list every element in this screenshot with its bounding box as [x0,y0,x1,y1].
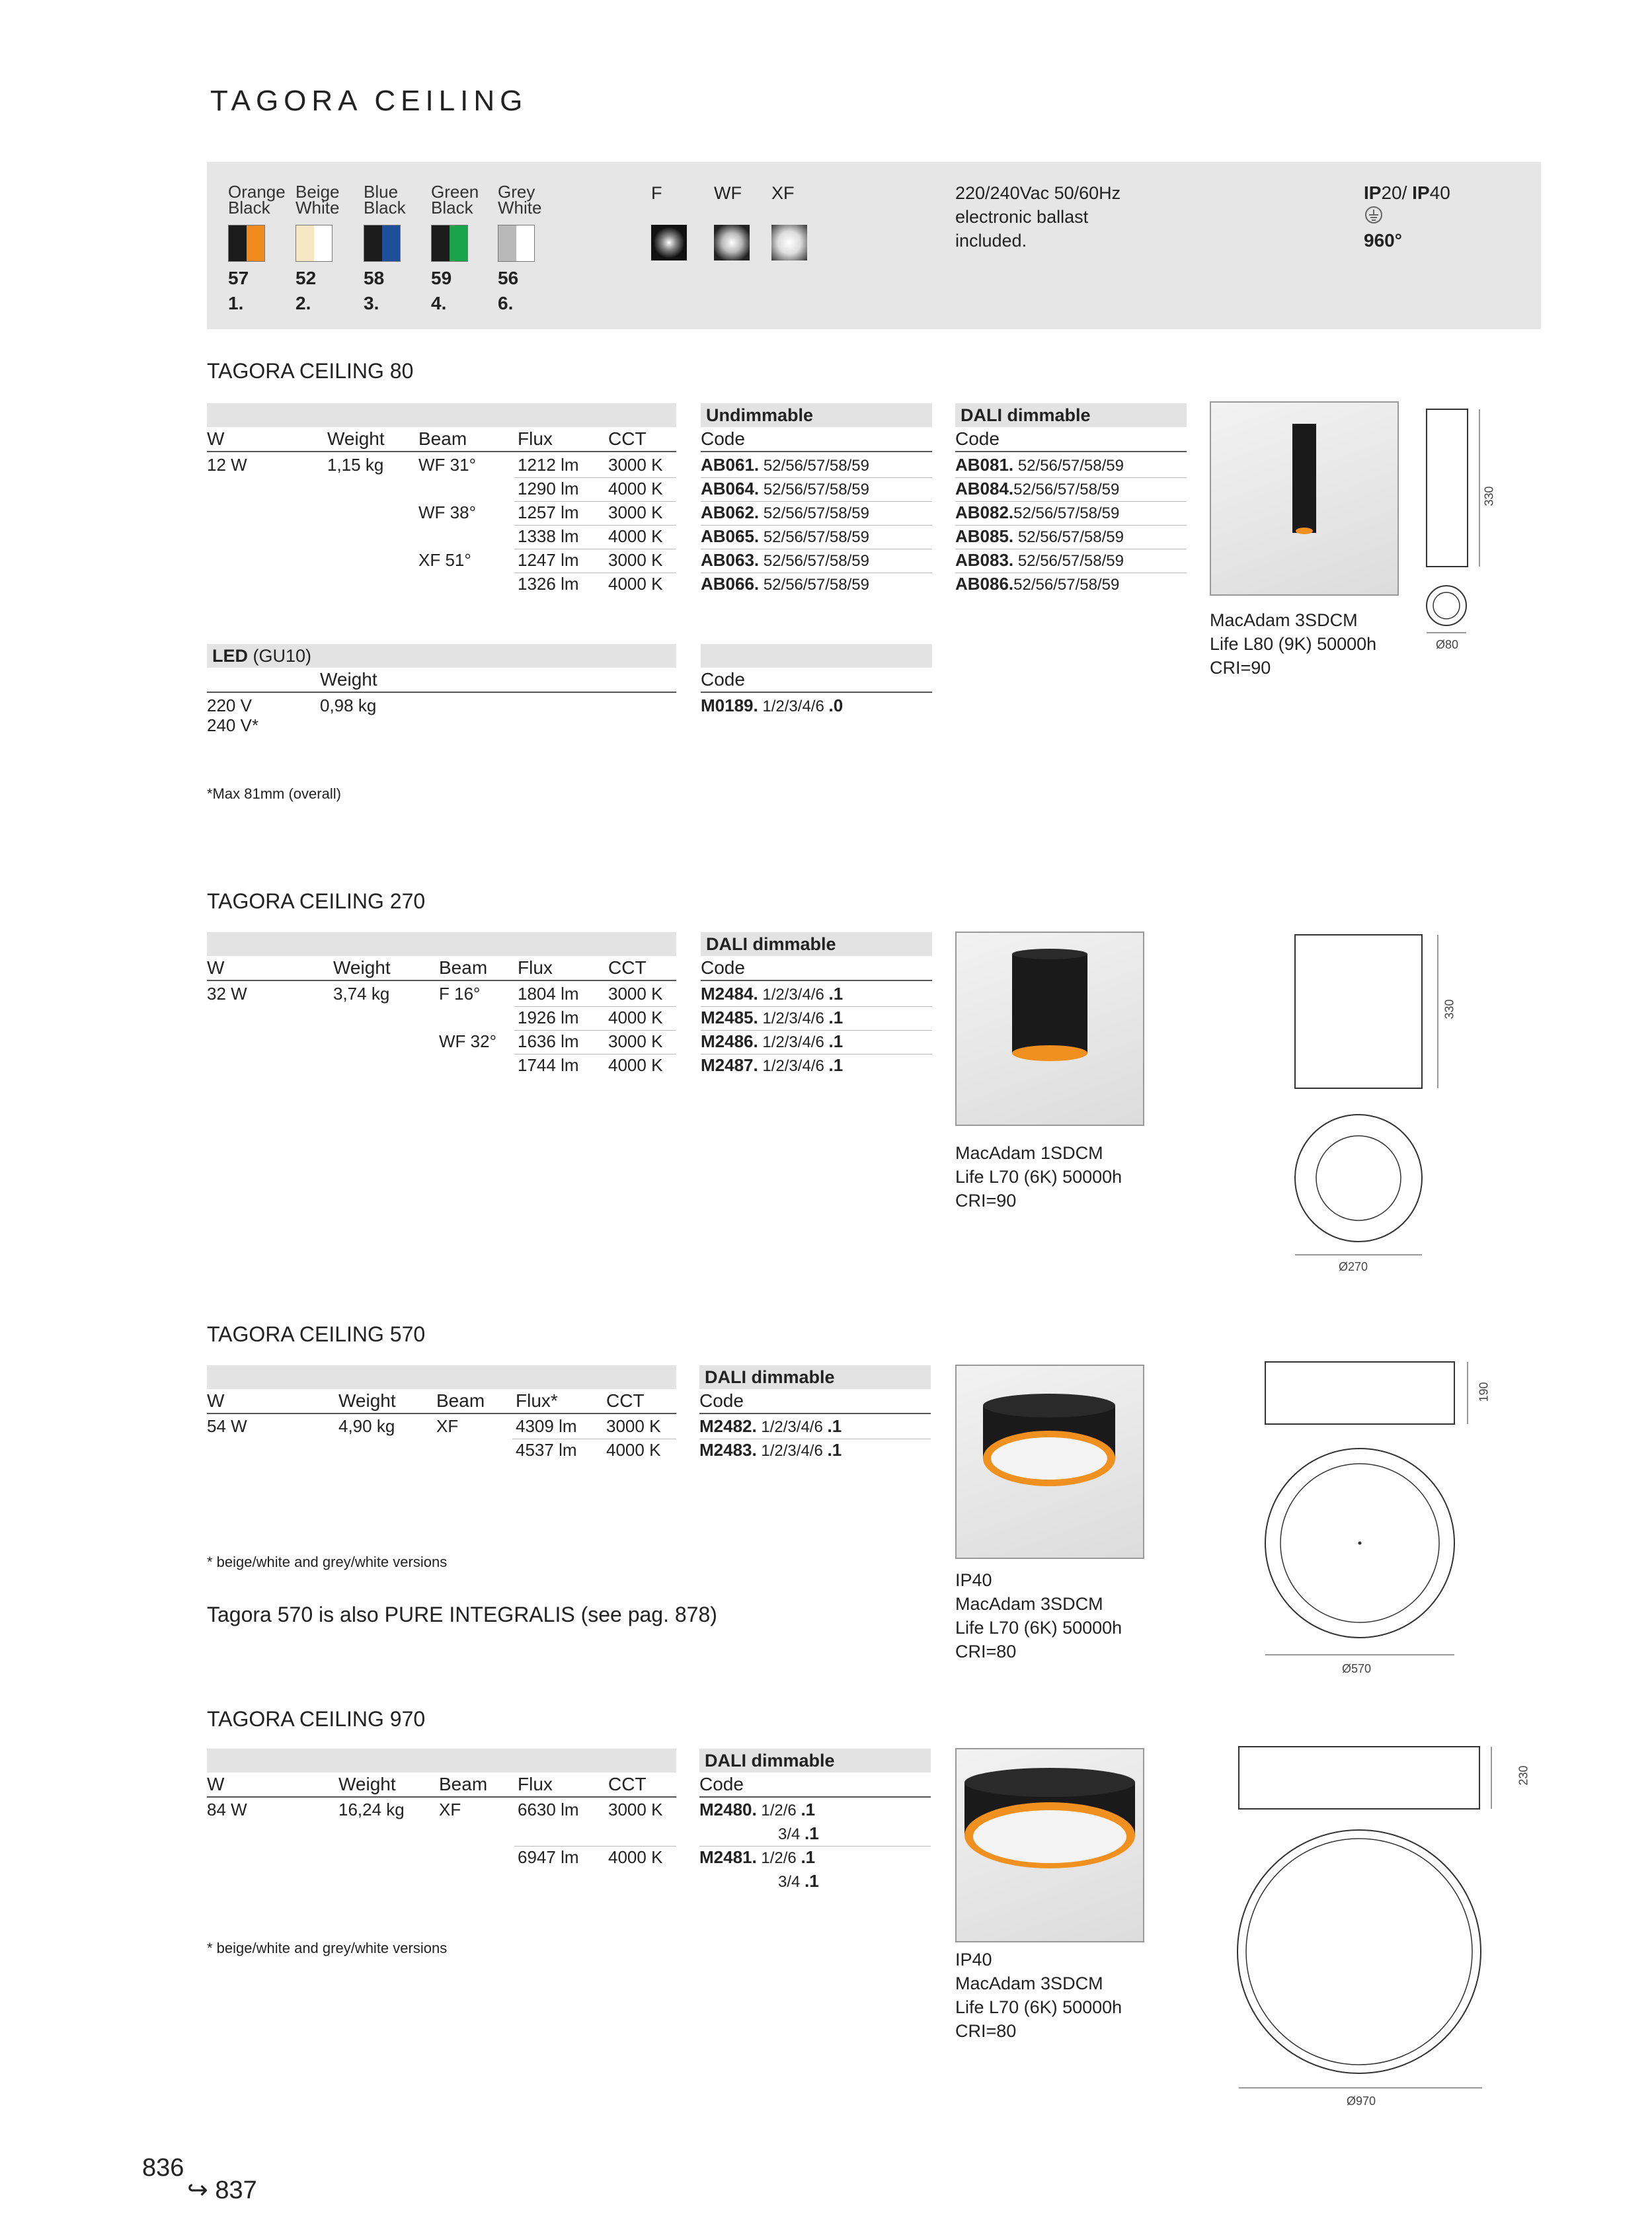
color-name-line: Blue [364,182,399,202]
page-title: TAGORA CEILING [210,85,528,117]
col-w: W [207,1774,225,1794]
code-variants: 52/56/57/58/59 [759,576,869,594]
header-rule [699,1413,931,1414]
footnote: *Max 81mm (overall) [207,785,341,802]
header-rule [701,692,932,693]
dali-code [955,550,1124,571]
watt-value: 54 W [207,1416,247,1436]
flux-value: 1326 lm [518,574,579,594]
led-type: (GU10) [248,646,312,666]
dali-code [699,1416,842,1437]
dali-code [701,1031,843,1052]
header-rule [207,1413,676,1414]
flux-value: 1247 lm [518,550,579,570]
col-w: W [207,1390,225,1411]
dali-bar [699,1749,931,1772]
code-id: AB062. [701,502,760,522]
dali-code [701,1008,843,1028]
color-code: 59 [431,268,452,288]
row-rule [514,477,676,478]
beam-value: WF 32° [439,1031,496,1051]
ip-label: IP [1412,182,1430,203]
flux-value: 1926 lm [518,1008,579,1027]
specs-570 [955,1568,1122,1663]
led-code-header: Code [701,669,745,690]
code-suffix: .0 [828,696,844,715]
dali-bar [955,403,1187,427]
undimmable-code [701,455,869,475]
led-code [701,696,843,716]
flux-value: 1338 lm [518,526,579,546]
code-id: AB066. [701,574,760,594]
code-id: M2480. [699,1800,757,1819]
col-w: W [207,428,225,449]
beam-value: F 16° [439,984,481,1004]
led-title [207,646,311,666]
color-code: 57 [228,268,249,288]
led-code-bar [701,644,932,668]
header-rule [207,980,676,981]
beam-label-f: F [651,183,662,203]
col-flux: Flux [518,428,553,449]
ground-icon [1364,205,1450,229]
electrical-line: electronic ballast [955,207,1089,227]
code-id: M2484. [701,984,758,1004]
beam-label-wf: WF [714,183,742,203]
watt-value: 12 W [207,455,247,475]
code-id: AB063. [701,550,760,570]
row-rule [701,1030,932,1031]
header-rule [207,1796,676,1798]
cct-value: 4000 K [606,1440,661,1460]
code-variants: 1/2/6 [756,1849,801,1867]
next-page-number: 837 [215,2176,257,2204]
dali-label: DALI dimmable [705,1367,835,1387]
specs-970 [955,1948,1122,2043]
beam-label-xf: XF [771,183,795,203]
cct-value: 3000 K [608,455,663,475]
ip-rating [1364,181,1450,253]
color-name-line: White [498,198,542,218]
undimmable-code [701,479,869,499]
dali-code [699,1847,815,1868]
code-variants: 1/2/3/4/6 [756,1418,828,1436]
footnote: * beige/white and grey/white versions [207,1940,448,1956]
col-weight: Weight [333,957,391,978]
code-variants: 52/56/57/58/59 [759,481,869,498]
col-flux: Flux* [516,1390,558,1411]
color-name-line: Black [228,198,270,218]
color-swatch [295,225,333,262]
col-flux: Flux [518,957,553,978]
header-rule [699,1796,931,1798]
row-rule [514,1054,676,1055]
color-name [431,184,497,216]
weight-value: 4,90 kg [338,1416,395,1436]
spec-line: CRI=90 [955,1191,1017,1211]
col-code: Code [955,428,1000,449]
row-rule [701,1054,932,1055]
code-variants: 1/2/3/4/6 [758,1057,829,1075]
col-code: Code [699,1774,744,1794]
dimension-height: 330 [1482,486,1496,506]
code-variants: 52/56/57/58/59 [759,528,869,546]
code-variants: 52/56/57/58/59 [759,457,869,475]
spec-line: MacAdam 3SDCM [955,1594,1103,1614]
header-rule [207,451,676,452]
dali-code-cont [778,1823,819,1844]
row-rule [701,525,932,526]
undimmable-code [701,526,869,547]
code-suffix: .1 [827,1440,842,1460]
col-code: Code [701,957,745,978]
col-beam: Beam [439,957,488,978]
flux-value: 6630 lm [518,1800,579,1819]
cct-value: 3000 K [608,1031,663,1051]
code-id: AB085. [955,526,1014,546]
electrical-line: 220/240Vac 50/60Hz [955,183,1121,203]
flux-value: 1212 lm [518,455,579,475]
product-photo-270 [955,932,1144,1126]
code-variants: 52/56/57/58/59 [1013,576,1120,594]
color-swatch [498,225,535,262]
code-id: M2487. [701,1055,758,1075]
cct-value: 3000 K [608,984,663,1004]
cct-value: 3000 K [608,1800,663,1819]
glow-wire-value: 960° [1364,230,1402,251]
row-rule [514,525,676,526]
dali-code-cont [778,1871,819,1892]
color-name [498,184,564,216]
code-id: M2485. [701,1008,758,1027]
code-variants: 3/4 [778,1825,805,1843]
col-cct: CCT [608,428,647,449]
integralis-note: Tagora 570 is also PURE INTEGRALIS (see pag. 878) [207,1603,717,1626]
col-code: Code [701,428,745,449]
cct-value: 4000 K [608,1055,663,1075]
dali-code [699,1800,815,1820]
cct-value: 4000 K [608,479,663,498]
color-index: 6. [498,293,514,313]
row-rule [701,1006,932,1007]
row-rule [955,501,1187,502]
color-code: 56 [498,268,519,288]
spec-line: CRI=80 [955,2021,1017,2041]
footnote: * beige/white and grey/white versions [207,1554,448,1570]
code-suffix: .1 [805,1823,819,1843]
color-name-line: Orange [228,182,286,202]
dimension-drawing-270 [1292,932,1444,1266]
dimension-diameter: Ø970 [1347,2094,1376,2108]
code-id: M0189. [701,696,758,715]
product-photo-80 [1210,401,1399,596]
flux-value: 6947 lm [518,1847,579,1867]
table-header-bar [207,1749,676,1772]
code-variants: 52/56/57/58/59 [759,504,869,522]
spec-line: CRI=90 [1210,658,1271,678]
undimmable-code [701,550,869,571]
spec-line: MacAdam 1SDCM [955,1143,1103,1163]
led-weight-header: Weight [320,669,377,690]
color-name-line: Black [364,198,406,218]
section-title-570: TAGORA CEILING 570 [207,1322,426,1346]
cct-value: 3000 K [608,550,663,570]
row-rule [514,1030,676,1031]
undimmable-code [701,574,869,594]
code-id: AB082. [955,502,1014,522]
led-voltage: 240 V* [207,715,259,735]
color-swatch [228,225,265,262]
dimension-height: 330 [1442,999,1456,1019]
spec-line: MacAdam 3SDCM [1210,610,1358,630]
table-header-bar [207,403,676,427]
dali-code [955,479,1119,499]
color-name [364,184,430,216]
page-number: 836 [142,2154,184,2182]
electrical-info [955,181,1121,253]
code-suffix: .1 [828,1008,844,1027]
col-weight: Weight [338,1390,396,1411]
dimension-diameter: Ø80 [1436,638,1459,651]
code-variants: 1/2/3/4/6 [756,1442,828,1460]
code-id: M2486. [701,1031,758,1051]
next-page-link[interactable] [187,2175,257,2205]
color-swatch [431,225,468,262]
flux-value: 1290 lm [518,479,579,498]
row-rule [514,501,676,502]
code-variants: 52/56/57/58/59 [759,552,869,570]
flux-value: 4309 lm [516,1416,577,1436]
specs-270 [955,1141,1122,1213]
col-weight: Weight [338,1774,396,1794]
weight-value: 3,74 kg [333,984,390,1004]
cct-value: 3000 K [608,502,663,522]
dali-bar [701,932,932,956]
beam-value: WF 38° [418,502,476,522]
ip-value: 20/ [1381,182,1413,203]
code-suffix: .1 [828,984,844,1004]
spec-line: Life L70 (6K) 50000h [955,1997,1122,2017]
col-code: Code [699,1390,744,1411]
code-suffix: .1 [828,1031,844,1051]
header-rule [955,451,1187,452]
code-variants: 3/4 [778,1873,805,1891]
cct-value: 4000 K [608,574,663,594]
col-cct: CCT [608,1774,647,1794]
code-id: AB084. [955,479,1014,498]
flux-value: 1744 lm [518,1055,579,1075]
row-rule [514,1846,676,1847]
dali-code [955,526,1124,547]
color-swatch [364,225,401,262]
code-variants: 52/56/57/58/59 [1013,552,1124,570]
color-name-line: Grey [498,182,535,202]
code-variants: 52/56/57/58/59 [1013,504,1120,522]
code-id: AB083. [955,550,1014,570]
dali-label: DALI dimmable [706,934,836,954]
led-voltages [207,696,258,735]
table-header-bar [207,932,676,956]
col-flux: Flux [518,1774,553,1794]
color-code: 58 [364,268,385,288]
code-variants: 52/56/57/58/59 [1013,528,1124,546]
code-suffix: .1 [801,1847,816,1867]
led-voltage: 220 V [207,696,252,715]
color-name-line: Green [431,182,479,202]
watt-value: 84 W [207,1800,247,1819]
cct-value: 4000 K [608,526,663,546]
beam-value: XF [439,1800,461,1819]
dali-label: DALI dimmable [961,405,1091,425]
cct-value: 4000 K [608,1847,663,1867]
flux-value: 1257 lm [518,502,579,522]
row-rule [701,501,932,502]
product-photo-570 [955,1365,1144,1559]
spec-line: Life L70 (6K) 50000h [955,1167,1122,1187]
code-variants: 1/2/3/4/6 [758,697,829,715]
code-suffix: .1 [805,1871,819,1891]
led-label: LED [212,646,248,666]
row-rule [955,477,1187,478]
col-beam: Beam [436,1390,485,1411]
section-title-970: TAGORA CEILING 970 [207,1707,426,1731]
code-suffix: .1 [827,1416,842,1436]
ip-value: 40 [1429,182,1450,203]
code-variants: 1/2/6 [756,1802,801,1819]
color-name [228,184,294,216]
code-id: AB061. [701,455,760,475]
table-header-bar [207,1365,676,1389]
cct-value: 3000 K [606,1416,661,1436]
undimmable-code [701,502,869,523]
product-photo-970 [955,1748,1144,1942]
section-title-80: TAGORA CEILING 80 [207,359,414,383]
ip-label: IP [1364,182,1382,203]
color-name-line: Black [431,198,473,218]
beam-xf-icon [771,225,807,260]
header-rule [701,980,932,981]
spec-line: Life L80 (9K) 50000h [1210,634,1377,654]
led-weight: 0,98 kg [320,696,377,715]
dimension-height: 190 [1477,1382,1491,1402]
beam-value: XF 51° [418,550,471,570]
col-beam: Beam [418,428,467,449]
dali-code [955,455,1124,475]
electrical-line: included. [955,231,1027,251]
col-weight: Weight [327,428,385,449]
weight-value: 16,24 kg [338,1800,405,1819]
arrow-icon: ↪ [187,2176,208,2204]
code-id: M2482. [699,1416,757,1436]
dali-bar [699,1365,931,1389]
dali-code [701,984,843,1004]
header-rule [207,692,676,693]
color-index: 1. [228,293,244,313]
code-suffix: .1 [801,1800,816,1819]
code-id: AB081. [955,455,1014,475]
row-rule [955,525,1187,526]
color-name-line: Beige [295,182,340,202]
dali-code [955,574,1119,594]
spec-line: IP40 [955,1570,992,1590]
flux-value: 1636 lm [518,1031,579,1051]
code-id: AB065. [701,526,760,546]
code-variants: 1/2/3/4/6 [758,1033,829,1051]
dimension-height: 230 [1516,1765,1530,1786]
dali-code [955,502,1119,523]
code-variants: 52/56/57/58/59 [1013,481,1120,498]
dimension-drawing-570 [1263,1359,1474,1667]
undimmable-label: Undimmable [706,405,814,425]
col-w: W [207,957,225,978]
code-variants: 1/2/3/4/6 [758,1010,829,1027]
code-id: AB086. [955,574,1014,594]
undimmable-bar [701,403,932,427]
beam-value: WF 31° [418,455,476,475]
dimension-diameter: Ø570 [1342,1662,1372,1675]
color-name [295,184,362,216]
color-name-line: White [295,198,340,218]
beam-wf-icon [714,225,750,260]
dali-label: DALI dimmable [705,1751,835,1771]
weight-value: 1,15 kg [327,455,384,475]
spec-line: IP40 [955,1950,992,1970]
color-index: 2. [295,293,311,313]
col-cct: CCT [606,1390,645,1411]
cct-value: 4000 K [608,1008,663,1027]
row-rule [699,1846,931,1847]
code-id: M2483. [699,1440,757,1460]
code-suffix: .1 [828,1055,844,1075]
color-code: 52 [295,268,317,288]
spec-line: CRI=80 [955,1642,1017,1661]
flux-value: 4537 lm [516,1440,577,1460]
dimension-diameter: Ø270 [1339,1260,1368,1273]
led-bar [207,644,676,668]
dali-code [699,1440,842,1460]
col-beam: Beam [439,1774,488,1794]
flux-value: 1804 lm [518,984,579,1004]
section-title-270: TAGORA CEILING 270 [207,889,426,913]
row-rule [701,477,932,478]
header-rule [701,451,932,452]
spec-line: MacAdam 3SDCM [955,1973,1103,1993]
code-id: AB064. [701,479,760,498]
beam-f-icon [651,225,687,260]
dali-code [701,1055,843,1076]
col-cct: CCT [608,957,647,978]
dimension-drawing-970 [1235,1743,1499,2096]
spec-line: Life L70 (6K) 50000h [955,1618,1122,1638]
row-rule [514,1006,676,1007]
code-variants: 52/56/57/58/59 [1013,457,1124,475]
beam-value: XF [436,1416,459,1436]
code-id: M2481. [699,1847,757,1867]
dimension-drawing-80 [1421,407,1481,655]
code-variants: 1/2/3/4/6 [758,986,829,1004]
color-index: 4. [431,293,447,313]
watt-value: 32 W [207,984,247,1004]
color-index: 3. [364,293,379,313]
specs-80 [1210,608,1376,680]
